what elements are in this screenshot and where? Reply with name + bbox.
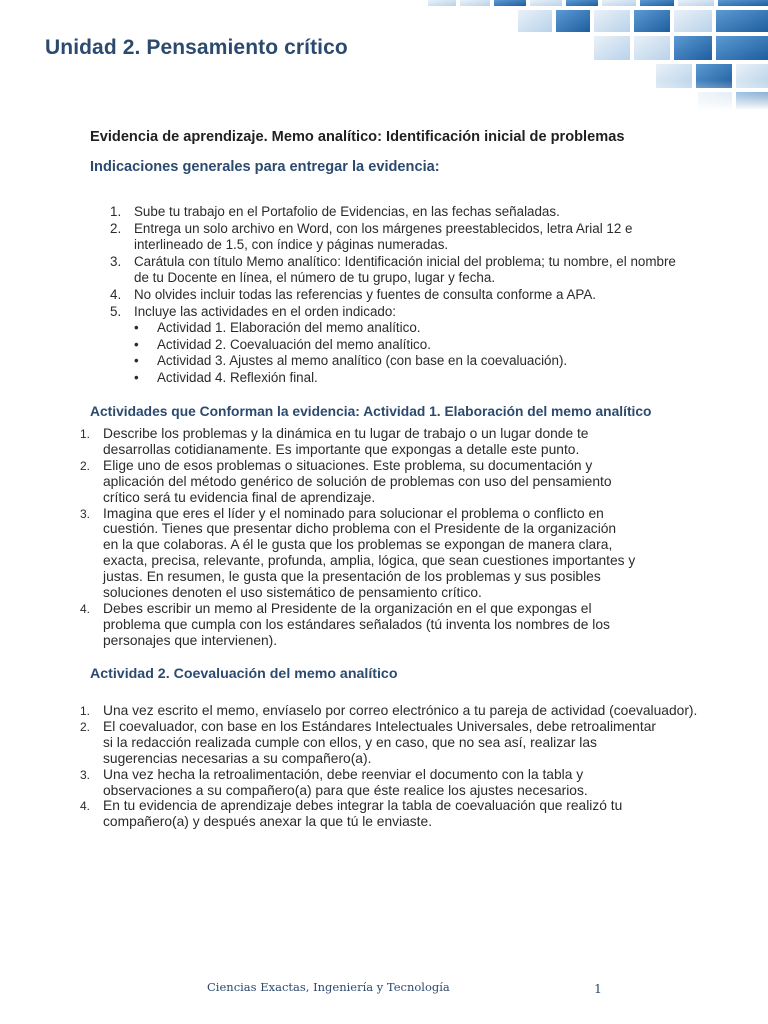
sub-list-item <box>134 370 710 387</box>
list-item-line: sugerencias necesarias a su compañero(a). <box>103 750 372 766</box>
list-item-line: desarrollas cotidianamente. Es importante que expongas a detalle este punto. <box>103 441 580 457</box>
list-item <box>110 221 710 254</box>
list-item-number: 1. <box>80 704 91 718</box>
list-item <box>110 287 710 304</box>
list-item-line: cuestión. Tienes que presentar dicho problema con el Presidente de la organización <box>103 521 617 537</box>
list-item-number: 1. <box>80 427 91 441</box>
list-item-line: si la redacción realizada cumple con ellos, y en caso, que no sea así, realizar las <box>103 734 597 750</box>
list-item <box>110 204 710 221</box>
list-item-number: 3. <box>80 506 91 521</box>
list-item-line: interlineado de 1.5, con índice y páginas numeradas. <box>134 237 449 253</box>
list-item-line: soluciones denoten el uso sistemático de pensamiento crítico. <box>103 585 482 601</box>
list-item-line: justas. En resumen, le gusta que la presentación de los problemas y sus posibles <box>103 569 601 585</box>
list-item-number: 2. <box>80 458 91 473</box>
list-item <box>80 719 700 767</box>
list-item <box>80 601 680 649</box>
list-item-number: 4. <box>80 799 91 814</box>
activities-order-list <box>134 320 710 386</box>
actividad-1-list <box>80 426 680 649</box>
section-heading-actividad-1: Actividades que Conforman la evidencia: Actividad 1. Elaboración del memo analítico <box>90 404 652 419</box>
list-item <box>80 458 680 506</box>
list-item-line: Carátula con título Memo analítico: Identificación inicial del problema; tu nombre, el nombre <box>134 253 676 269</box>
tile-pattern-graphic <box>338 0 768 110</box>
list-item-line: Describe los problemas y la dinámica en tu lugar de trabajo o un lugar donde te <box>103 426 589 441</box>
list-item-text: No olvides incluir todas las referencias y fuentes de consulta conforme a APA. <box>134 286 596 302</box>
list-item <box>80 798 700 830</box>
sub-list-item <box>134 337 710 354</box>
list-item-line: En tu evidencia de aprendizaje debes integrar la tabla de coevaluación que realizó tu <box>103 798 623 814</box>
list-item-line: compañero(a) y después anexar la que tú le enviaste. <box>103 814 433 830</box>
general-instructions-list <box>110 204 710 387</box>
list-item-line: personajes que intervienen). <box>103 632 278 648</box>
list-item-line: observaciones a su compañero(a) para que éste realice los ajustes necesarios. <box>103 782 588 798</box>
footer-text: Ciencias Exactas, Ingeniería y Tecnología <box>207 980 450 994</box>
list-item-line: Debes escribir un memo al Presidente de la organización en el que expongas el <box>103 600 592 616</box>
list-item-text: Sube tu trabajo en el Portafolio de Evidencias, en las fechas señaladas. <box>134 204 560 219</box>
list-item-line: Elige uno de esos problemas o situaciones. Este problema, su documentación y <box>103 457 593 473</box>
evidence-title: Evidencia de aprendizaje. Memo analítico: Identificación inicial de problemas <box>90 129 625 145</box>
list-item <box>110 254 710 287</box>
list-item <box>80 426 680 458</box>
list-item-number: 1. <box>110 204 122 219</box>
list-item-number: 4. <box>80 601 91 616</box>
list-item-text: Incluye las actividades en el orden indicado: <box>134 303 397 319</box>
sub-list-item-text: Actividad 2. Coevaluación del memo analítico. <box>157 336 431 352</box>
list-item-line: problema que cumpla con los estándares señalados (tú inventa los nombres de los <box>103 616 610 632</box>
list-item-number: 2. <box>80 719 91 734</box>
list-item-line: Entrega un solo archivo en Word, con los márgenes preestablecidos, letra Arial 12 e <box>134 220 633 236</box>
list-item-line: aplicación del método genérico de solución de problemas con uso del pensamiento <box>103 473 612 489</box>
list-item-line: en la que colaboras. A él le gusta que los problemas se expongan de manera clara, <box>103 537 613 553</box>
page-title: Unidad 2. Pensamiento crítico <box>45 36 348 59</box>
page-number: 1 <box>594 981 602 996</box>
bullet-icon: • <box>134 369 139 385</box>
list-item <box>80 767 700 799</box>
sub-list-item-text: Actividad 3. Ajustes al memo analítico (con base en la coevaluación). <box>157 353 568 369</box>
bullet-icon: • <box>134 336 139 352</box>
list-item-line: de tu Docente en línea, el número de tu grupo, lugar y fecha. <box>134 270 496 286</box>
list-item-line: Una vez hecha la retroalimentación, debe reenviar el documento con la tabla y <box>103 766 584 782</box>
list-item-number: 3. <box>110 253 122 269</box>
sub-list-item-text: Actividad 4. Reflexión final. <box>157 369 318 385</box>
sub-list-item-text: Actividad 1. Elaboración del memo analítico. <box>157 320 421 336</box>
list-item-number: 5. <box>110 303 122 319</box>
bullet-icon: • <box>134 320 139 336</box>
list-item-line: exacta, precisa, relevante, profunda, amplia, lógica, que sean cuestiones importantes y <box>103 553 636 569</box>
section-heading-indicaciones: Indicaciones generales para entregar la evidencia: <box>90 159 440 175</box>
list-item-line: Una vez escrito el memo, envíaselo por correo electrónico a tu pareja de actividad (coevaluador). <box>103 703 698 718</box>
list-item <box>80 703 700 719</box>
sub-list-item <box>134 353 710 370</box>
list-item-line: El coevaluador, con base en los Estándares Intelectuales Universales, debe retroalimentar <box>103 718 656 734</box>
list-item-line: crítico será tu evidencia final de aprendizaje. <box>103 489 376 505</box>
actividad-2-list <box>80 703 700 830</box>
list-item-line: Imagina que eres el líder y el nominado para solucionar el problema o conflicto en <box>103 505 604 521</box>
list-item <box>110 304 710 387</box>
list-item <box>80 506 680 601</box>
list-item-number: 4. <box>110 286 122 302</box>
sub-list-item <box>134 320 710 337</box>
bullet-icon: • <box>134 353 139 369</box>
list-item-number: 3. <box>80 767 91 782</box>
header-decorative-tiles <box>338 0 768 110</box>
section-heading-actividad-2: Actividad 2. Coevaluación del memo analítico <box>90 666 398 682</box>
list-item-number: 2. <box>110 220 122 236</box>
